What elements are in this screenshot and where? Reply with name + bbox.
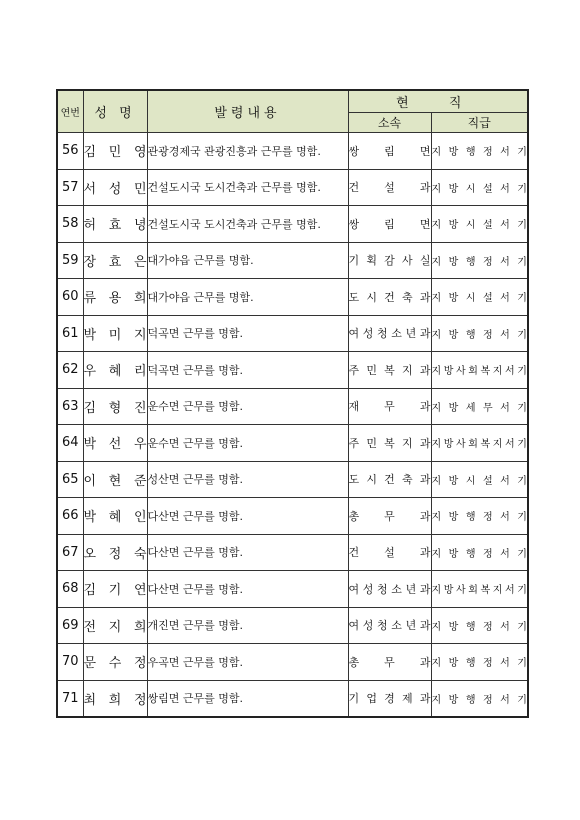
- current-dept: 쌍 림 면: [348, 217, 431, 231]
- current-dept: 주 민 복 지 과: [348, 363, 431, 377]
- current-rank-cell: [431, 425, 528, 462]
- current-dept: 건 설 과: [348, 181, 431, 195]
- current-rank: 지 방 행 정 서 기: [431, 621, 527, 633]
- table-row: [57, 206, 528, 243]
- current-dept: 주 민 복 지 과: [348, 436, 431, 450]
- employee-name-cell: [83, 461, 147, 498]
- employee-name: 장 효 은: [83, 254, 147, 270]
- table-row: [57, 169, 528, 206]
- employee-name: 오 정 숙: [83, 546, 147, 562]
- header-rank: 직급: [431, 113, 528, 133]
- assignment-content: 다산면 근무를 명함.: [147, 571, 348, 608]
- employee-name: 김 형 진: [83, 400, 147, 416]
- assignment-content: 우곡면 근무를 명함.: [147, 644, 348, 681]
- employee-name: 우 혜 리: [83, 364, 147, 380]
- current-dept: 재 무 과: [348, 400, 431, 414]
- table-row: [57, 607, 528, 644]
- current-dept: 기 업 경 제 과: [348, 692, 431, 705]
- row-number: 69: [57, 607, 83, 644]
- table-row: [57, 498, 528, 535]
- table-row: [57, 425, 528, 462]
- employee-name-cell: [83, 169, 147, 206]
- current-rank: 지 방 시 설 서 기: [431, 293, 527, 305]
- employee-name-cell: [83, 388, 147, 425]
- current-dept: 총 무 과: [348, 509, 431, 523]
- row-number: 58: [57, 206, 83, 243]
- current-dept-cell: [348, 169, 431, 206]
- current-dept-cell: [348, 534, 431, 571]
- row-number: 62: [57, 352, 83, 389]
- table-body: [57, 133, 528, 717]
- table-row: [57, 461, 528, 498]
- employee-name-cell: [83, 425, 147, 462]
- current-rank-cell: [431, 498, 528, 535]
- current-dept-cell: [348, 279, 431, 316]
- assignment-content: 운수면 근무를 명함.: [147, 388, 348, 425]
- employee-name: 전 지 희: [83, 619, 147, 635]
- current-rank: 지 방 시 설 서 기: [431, 475, 527, 487]
- current-dept: 여 성 청 소 년 과: [348, 327, 431, 341]
- current-rank: 지 방 행 정 서 기: [431, 512, 527, 524]
- employee-name: 이 현 준: [83, 473, 147, 489]
- assignment-content: 쌍림면 근무를 명함.: [147, 680, 348, 717]
- current-rank-cell: [431, 315, 528, 352]
- employee-name: 류 용 희: [83, 291, 147, 307]
- header-name: 성 명: [83, 90, 147, 133]
- current-rank: 지 방 시 설 서 기: [431, 220, 527, 232]
- assignment-content: 개진면 근무를 명함.: [147, 607, 348, 644]
- table-row: [57, 534, 528, 571]
- assignment-content: 건설도시국 도시건축과 근무를 명함.: [147, 206, 348, 243]
- current-rank: 지 방 사 회 복 지 서 기: [431, 366, 527, 378]
- current-rank: 지 방 사 회 복 지 서 기: [431, 585, 527, 597]
- current-dept: 건 설 과: [348, 546, 431, 560]
- row-number: 64: [57, 425, 83, 462]
- employee-name-cell: [83, 206, 147, 243]
- current-rank-cell: [431, 534, 528, 571]
- row-number: 61: [57, 315, 83, 352]
- current-dept: 도 시 건 축 과: [348, 473, 431, 487]
- current-rank-cell: [431, 279, 528, 316]
- row-number: 65: [57, 461, 83, 498]
- row-number: 63: [57, 388, 83, 425]
- current-dept: 도 시 건 축 과: [348, 290, 431, 304]
- employee-name: 김 민 영: [83, 145, 147, 161]
- row-number: 56: [57, 133, 83, 170]
- employee-name: 김 기 연: [83, 583, 147, 599]
- employee-name-cell: [83, 534, 147, 571]
- row-number: 68: [57, 571, 83, 608]
- current-dept-cell: [348, 315, 431, 352]
- employee-name: 문 수 정: [83, 656, 147, 672]
- employee-name: 최 희 정: [83, 692, 147, 708]
- row-number: 71: [57, 680, 83, 717]
- assignment-content: 다산면 근무를 명함.: [147, 534, 348, 571]
- employee-name: 박 혜 인: [83, 510, 147, 526]
- row-number: 67: [57, 534, 83, 571]
- table-row: [57, 680, 528, 717]
- current-rank-cell: [431, 607, 528, 644]
- current-rank: 지 방 시 설 서 기: [431, 183, 527, 195]
- current-dept: 기 획 감 사 실: [348, 254, 431, 268]
- current-rank-cell: [431, 680, 528, 717]
- employee-name-cell: [83, 607, 147, 644]
- employee-name: 서 성 민: [83, 181, 147, 197]
- table-row: [57, 279, 528, 316]
- table-row: [57, 352, 528, 389]
- current-rank-cell: [431, 169, 528, 206]
- current-rank: 지 방 세 무 서 기: [431, 402, 527, 414]
- current-dept-cell: [348, 680, 431, 717]
- current-dept-cell: [348, 607, 431, 644]
- assignment-content: 덕곡면 근무를 명함.: [147, 315, 348, 352]
- current-rank: 지 방 행 정 서 기: [431, 256, 527, 268]
- employee-name-cell: [83, 315, 147, 352]
- table-row: [57, 315, 528, 352]
- current-dept-cell: [348, 571, 431, 608]
- current-rank: 지 방 행 정 서 기: [431, 548, 527, 560]
- assignment-content: 대가야읍 근무를 명함.: [147, 242, 348, 279]
- current-dept: 쌍 림 면: [348, 144, 431, 158]
- current-rank: 지 방 행 정 서 기: [431, 658, 527, 670]
- current-dept: 여 성 청 소 년 과: [348, 619, 431, 633]
- employee-name: 박 선 우: [83, 437, 147, 453]
- employee-name-cell: [83, 571, 147, 608]
- table-row: [57, 388, 528, 425]
- assignment-content: 건설도시국 도시건축과 근무를 명함.: [147, 169, 348, 206]
- current-dept-cell: [348, 425, 431, 462]
- current-dept-cell: [348, 388, 431, 425]
- employee-name-cell: [83, 680, 147, 717]
- assignment-content: 대가야읍 근무를 명함.: [147, 279, 348, 316]
- assignment-content: 운수면 근무를 명함.: [147, 425, 348, 462]
- assignment-content: 다산면 근무를 명함.: [147, 498, 348, 535]
- current-dept: 총 무 과: [348, 655, 431, 669]
- current-rank-cell: [431, 644, 528, 681]
- employee-name-cell: [83, 133, 147, 170]
- current-dept-cell: [348, 461, 431, 498]
- employee-name-cell: [83, 352, 147, 389]
- current-rank: 지 방 행 정 서 기: [431, 694, 527, 706]
- header-content: 발령내용: [147, 90, 348, 133]
- assignment-content: 덕곡면 근무를 명함.: [147, 352, 348, 389]
- table-row: [57, 133, 528, 170]
- current-rank: 지 방 사 회 복 지 서 기: [431, 439, 527, 451]
- current-dept-cell: [348, 133, 431, 170]
- assignment-content: 성산면 근무를 명함.: [147, 461, 348, 498]
- employee-name-cell: [83, 279, 147, 316]
- assignment-content: 관광경제국 관광진흥과 근무를 명함.: [147, 133, 348, 170]
- current-rank-cell: [431, 206, 528, 243]
- header-dept: 소속: [348, 113, 431, 133]
- table-row: [57, 242, 528, 279]
- current-rank-cell: [431, 461, 528, 498]
- current-rank: 지 방 행 정 서 기: [431, 147, 527, 159]
- employee-name-cell: [83, 242, 147, 279]
- current-rank-cell: [431, 352, 528, 389]
- row-number: 66: [57, 498, 83, 535]
- table-row: [57, 571, 528, 608]
- row-number: 57: [57, 169, 83, 206]
- table-row: [57, 644, 528, 681]
- employee-name: 박 미 지: [83, 327, 147, 343]
- current-dept-cell: [348, 206, 431, 243]
- current-rank-cell: [431, 242, 528, 279]
- current-dept-cell: [348, 352, 431, 389]
- current-dept-cell: [348, 644, 431, 681]
- current-rank-cell: [431, 133, 528, 170]
- current-rank: 지 방 행 정 서 기: [431, 329, 527, 341]
- current-dept-cell: [348, 498, 431, 535]
- current-dept-cell: [348, 242, 431, 279]
- current-dept: 여 성 청 소 년 과: [348, 582, 431, 596]
- current-rank-cell: [431, 571, 528, 608]
- header-no: 연번: [57, 90, 83, 133]
- employee-name-cell: [83, 498, 147, 535]
- current-rank-cell: [431, 388, 528, 425]
- row-number: 60: [57, 279, 83, 316]
- personnel-table: [56, 89, 529, 718]
- employee-name-cell: [83, 644, 147, 681]
- header-current-position: 현 직: [348, 90, 528, 113]
- employee-name: 허 효 녕: [83, 218, 147, 234]
- row-number: 59: [57, 242, 83, 279]
- row-number: 70: [57, 644, 83, 681]
